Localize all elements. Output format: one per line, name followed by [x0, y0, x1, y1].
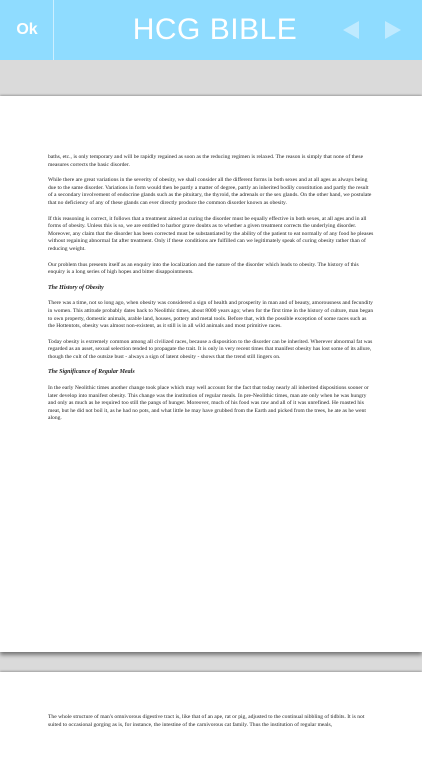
section-heading-history: The History of Obesity: [48, 284, 104, 291]
section-heading-regular-meals: The Significance of Regular Meals: [48, 369, 135, 376]
paragraph: There was a time, not so long ago, when obesity was considered a sign of health and prosperity in man and of beauty, amorousness and fecundity in women. This attitude probably dates back to Neolithic times, about 8000 years ago; when for the first time in the history of culture, man began to own property, domestic animals, arable land, houses, pottery and metal tools. Before that, with the possible exception of some races such as the Hottentots, obesity was almost non-existent, as it still is in all wild animals and most primitive races.: [48, 300, 374, 330]
ok-button[interactable]: Ok: [0, 0, 54, 60]
document-page-2[interactable]: [0, 672, 422, 762]
paragraph: The whole structure of man's omnivorous digestive tract is, like that of an ape, rat or pig, adjusted to the continual nibbling of tidbits. It is not suited to occasional gorging as is, for instance, the intestine of the carnivorous cat family. Thus the institution of regular meals,: [48, 714, 365, 728]
triangle-left-icon: [342, 20, 360, 40]
paragraph: Our problem thus presents itself as an enquiry into the localization and the nature of the disorder which leads to obesity. The history of this enquiry is a long series of high hopes and bitter disappointments.: [48, 261, 359, 276]
paragraph: In the early Neolithic times another change took place which may well account for the fact that today nearly all inherited dispositions sooner or later develop into manifest obesity. This change was the institution of regular meals. In pre-Neolithic times, man ate only when he was hungry and only as much as he required too still the pangs of hunger. Moreover, much of his food was raw and all of it was unrefined. He roasted his meat, but he did not boil it, as he had no pots, and what little he may have grubbed from the Earth and picked from the trees, he ate as he went along.: [48, 385, 369, 422]
paragraph: Today obesity is extremely common among all civilized races, because a disposition to the disorder can be inherited. Wherever abnormal fat was regarded as an asset, sexual selection tended to propagate the trait. It is only in very recent times that manifest obesity has lost some of its allure, though the cult of the outsize bust - always a sign of latent obesity - shows that the trend still lingers on.: [48, 338, 373, 360]
page-1-text: [48, 154, 374, 431]
next-page-button[interactable]: [376, 0, 410, 60]
document-page-1[interactable]: [0, 96, 422, 652]
paragraph: While there are great variations in the severity of obesity, we shall consider all the different forms in both sexes and at all ages as always being due to the same disorder. Variations in form would then be partly a matter of degree, partly an inherited bodily constitution and partly the result of a secondary involvement of endocrine glands such as the pituitary, the thyroid, the adrenals or the sex glands. On the other hand, we postulate that no deficiency of any of these glands can ever directly produce the common disorder known as obesity.: [48, 177, 372, 206]
paragraph: If this reasoning is correct, it follows that a treatment aimed at curing the disorder must be equally effective in both sexes, at all ages and in all forms of obesity. Unless this is so, we are entitled to harbor grave doubts as to whether a given treatment corrects the underlying disorder. Moreover, any claim that the disorder has been corrected must be substantiated by the ability of the patient to eat normally of any food he pleases without regaining abnormal fat after treatment. Only if these conditions are fulfilled can we legitimately speak of curing obesity rather than of reducing weight.: [48, 215, 374, 252]
previous-page-button[interactable]: [334, 0, 368, 60]
paragraph: baths, etc., is only temporary and will be rapidly regained as soon as the reducing regimen is relaxed. The reason is simply that none of these measures corrects the basic disorder.: [48, 154, 364, 168]
top-toolbar: [0, 0, 422, 60]
triangle-right-icon: [384, 20, 402, 40]
page-2-text: [48, 714, 374, 737]
app-title: HCG BIBLE: [132, 13, 298, 46]
